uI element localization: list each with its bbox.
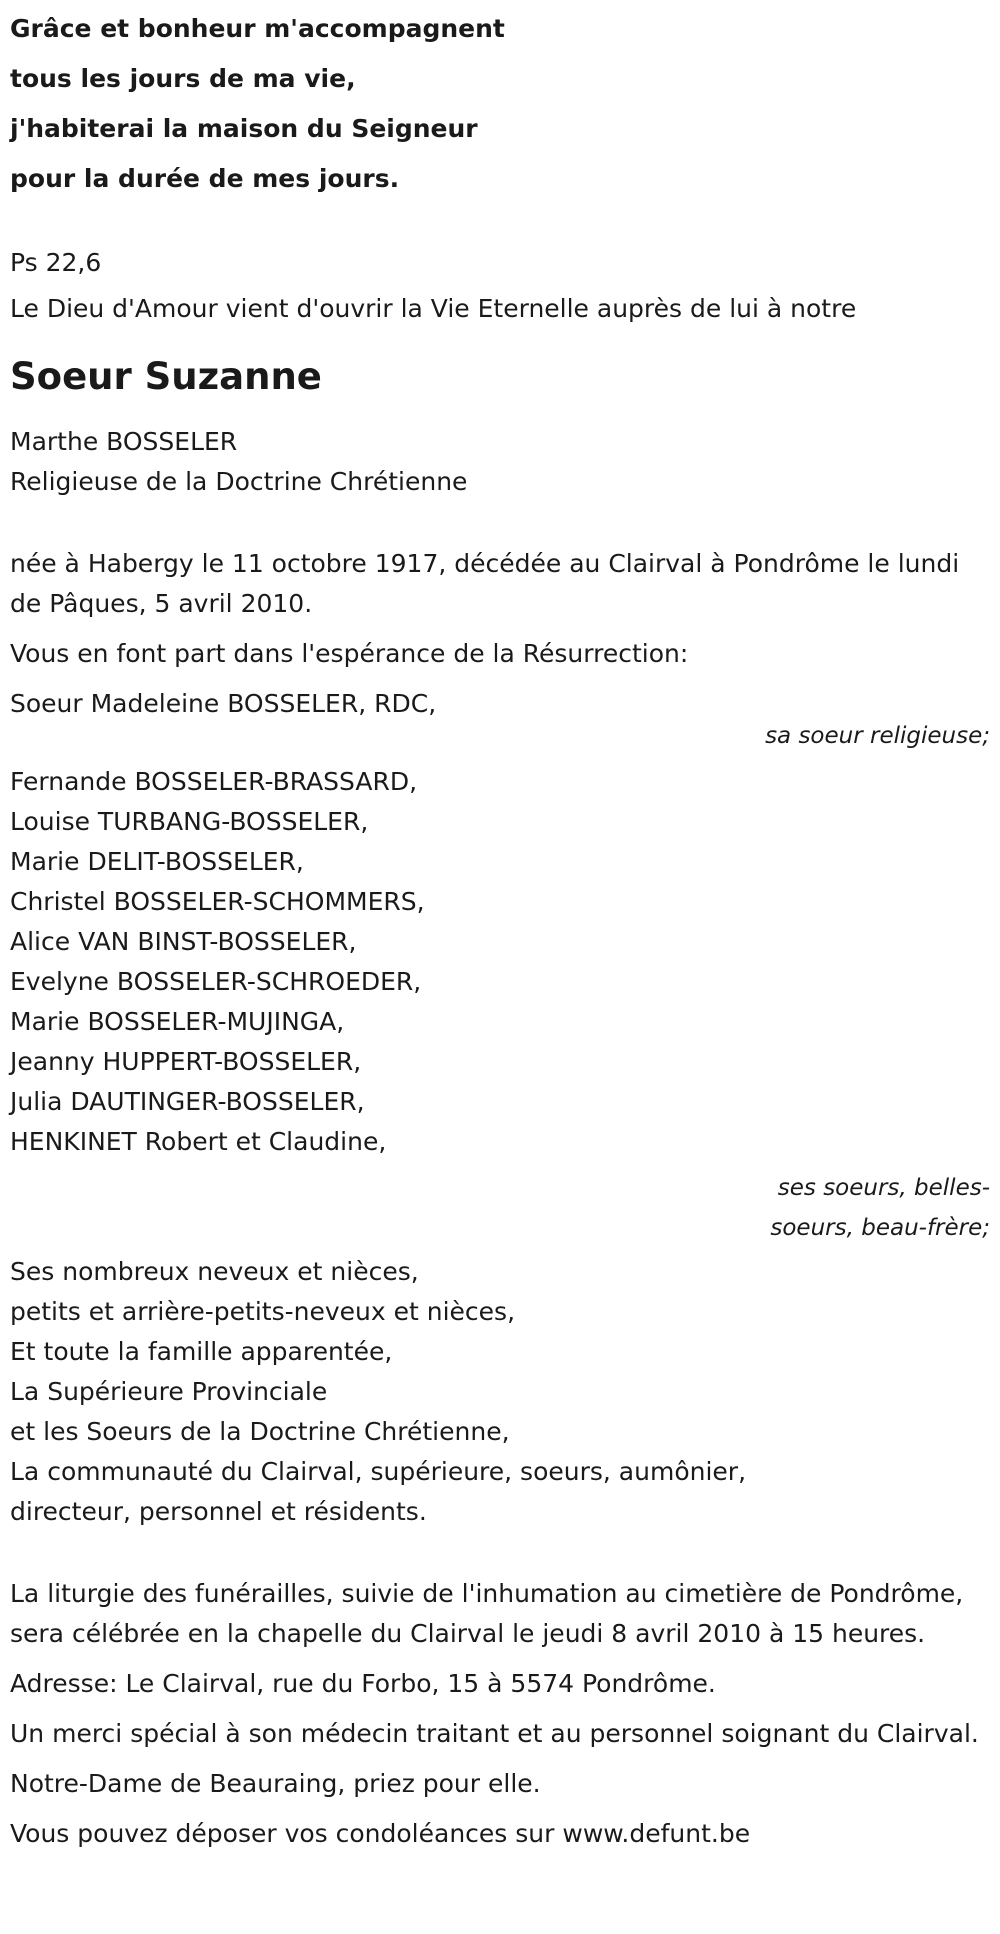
sibling-name: Jeanny HUPPERT-BOSSELER, [10, 1047, 362, 1076]
spacer [10, 502, 990, 544]
funeral-text: La liturgie des funérailles, suivie de l'inhumation au cimetière de Pondrôme, sera célébrée en la chapelle du Clairval le jeudi 8 avril 2010 à 15 heures. [10, 1579, 964, 1648]
birth-death-text: née à Habergy le 11 octobre 1917, décédée au Clairval à Pondrôme le lundi de Pâques, 5 avril 2010. [10, 549, 960, 618]
sister-relation: sa soeur religieuse; [765, 723, 990, 749]
announcement-text: Vous en font part dans l'espérance de la Résurrection: [10, 639, 689, 668]
siblings-relation: ses soeurs, belles-soeurs, beau-frère; [770, 1175, 990, 1241]
thanks-text: Un merci spécial à son médecin traitant et au personnel soignant du Clairval. [10, 1719, 979, 1748]
sibling-name: Julia DAUTINGER-BOSSELER, [10, 1087, 365, 1116]
obituary-page [0, 4, 1000, 1934]
verse-reference: Ps 22,6 [10, 248, 102, 277]
verse-block [10, 4, 990, 204]
other-mourners-list [10, 1252, 990, 1532]
deceased-role: Religieuse de la Doctrine Chrétienne [10, 467, 468, 496]
siblings-list [10, 762, 990, 1162]
sibling-name: Louise TURBANG-BOSSELER, [10, 807, 369, 836]
mourner-line: directeur, personnel et résidents. [10, 1497, 427, 1526]
sibling-name: Alice VAN BINST-BOSSELER, [10, 927, 357, 956]
spacer [10, 204, 990, 240]
mourner-line: et les Soeurs de la Doctrine Chrétienne, [10, 1417, 510, 1446]
spacer [10, 1532, 990, 1574]
mourner-line: Ses nombreux neveux et nièces, [10, 1257, 419, 1286]
mourner-line: petits et arrière-petits-neveux et nièces, [10, 1297, 516, 1326]
condolences-text: Vous pouvez déposer vos condoléances sur www.defunt.be [10, 1819, 751, 1848]
sibling-name: Christel BOSSELER-SCHOMMERS, [10, 887, 425, 916]
verse-line: pour la durée de mes jours. [10, 164, 400, 193]
sibling-name: Marie DELIT-BOSSELER, [10, 847, 304, 876]
deceased-identity [10, 422, 990, 502]
mourner-line: La Supérieure Provinciale [10, 1377, 328, 1406]
intro-text: Le Dieu d'Amour vient d'ouvrir la Vie Eternelle auprès de lui à notre [10, 294, 857, 323]
address-text: Adresse: Le Clairval, rue du Forbo, 15 à 5574 Pondrôme. [10, 1669, 716, 1698]
sibling-name: Evelyne BOSSELER-SCHROEDER, [10, 967, 422, 996]
verse-line: Grâce et bonheur m'accompagnent [10, 14, 505, 43]
verse-line: j'habiterai la maison du Seigneur [10, 114, 478, 143]
mourner-line: Et toute la famille apparentée, [10, 1337, 393, 1366]
sibling-name: Marie BOSSELER-MUJINGA, [10, 1007, 345, 1036]
sibling-name: HENKINET Robert et Claudine, [10, 1127, 387, 1156]
sibling-name: Fernande BOSSELER-BRASSARD, [10, 767, 418, 796]
sister-name: Soeur Madeleine BOSSELER, RDC, [10, 689, 437, 718]
verse-line: tous les jours de ma vie, [10, 64, 356, 93]
mourner-line: La communauté du Clairval, supérieure, soeurs, aumônier, [10, 1457, 747, 1486]
deceased-name: Marthe BOSSELER [10, 427, 238, 456]
prayer-text: Notre-Dame de Beauraing, priez pour elle. [10, 1769, 541, 1798]
deceased-title: Soeur Suzanne [10, 355, 322, 398]
